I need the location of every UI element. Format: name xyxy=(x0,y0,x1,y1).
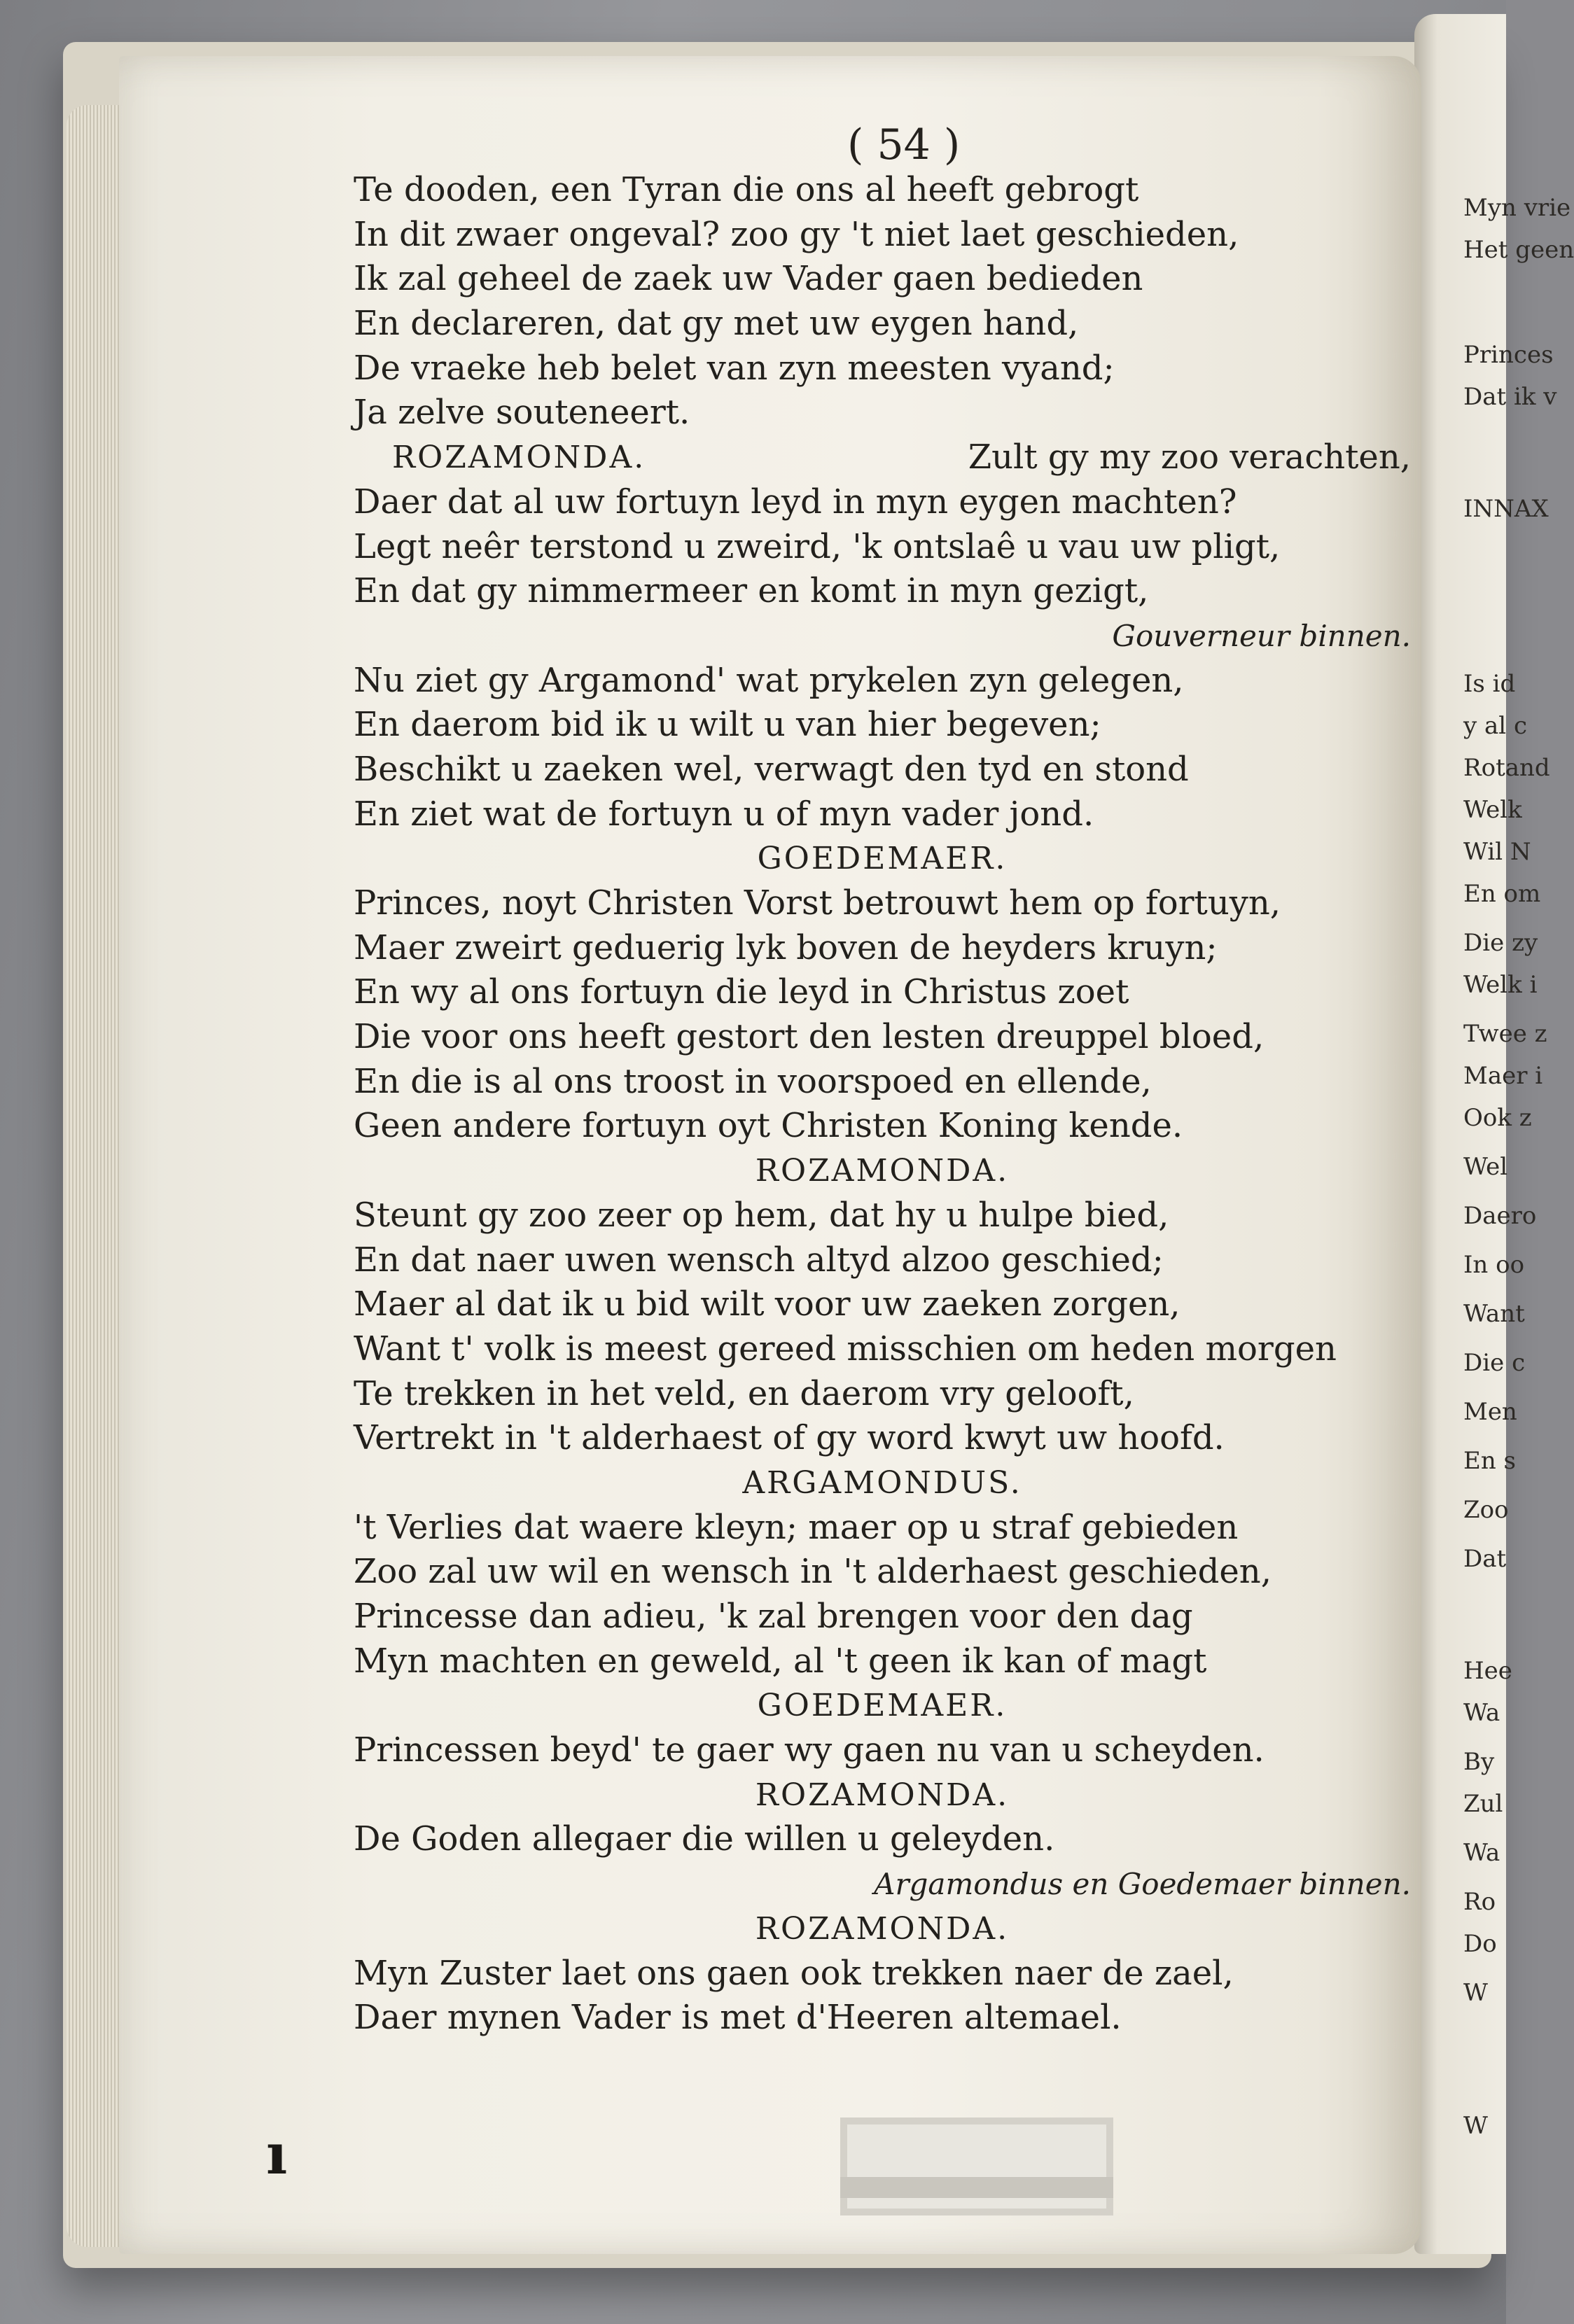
verse-line: En daerom bid ik u wilt u van hier begeven; xyxy=(354,705,1101,745)
facing-page-fragment: Maer i xyxy=(1463,1062,1543,1090)
page-number: ( 54 ) xyxy=(847,120,961,169)
facing-page-fragment: Ook z xyxy=(1463,1104,1532,1132)
facing-page-fragment: By xyxy=(1463,1748,1495,1776)
stage-direction: Gouverneur binnen. xyxy=(1112,618,1411,653)
verse-line: Die voor ons heeft gestort den lesten dreuppel bloed, xyxy=(354,1017,1265,1057)
facing-page-fragment: Zoo xyxy=(1463,1496,1509,1524)
verse-line: De Goden allegaer die willen u geleyden. xyxy=(354,1819,1055,1859)
facing-page-fragment: Wa xyxy=(1463,1699,1500,1727)
facing-page-fragment: Het geen xyxy=(1463,236,1574,264)
facing-page-fragment: Do xyxy=(1463,1930,1497,1958)
speaker-heading: GOEDEMAER. xyxy=(757,1688,1008,1724)
verse-line: Geen andere fortuyn oyt Christen Koning kende. xyxy=(354,1106,1183,1146)
speaker-heading: GOEDEMAER. xyxy=(757,841,1008,877)
verse-line: Ja zelve souteneert. xyxy=(354,393,690,433)
facing-page-fragment: Daero xyxy=(1463,1202,1537,1230)
facing-page-fragment: Dat xyxy=(1463,1545,1507,1573)
stage-direction: Argamondus en Goedemaer binnen. xyxy=(874,1867,1411,1902)
facing-page-fragment: Wil N xyxy=(1463,838,1531,866)
paper-tab-shadow xyxy=(840,2177,1113,2198)
facing-page-fragment: Is id xyxy=(1463,670,1516,698)
facing-page-fragment: Zul xyxy=(1463,1790,1503,1818)
facing-page-fragment: Twee z xyxy=(1463,1020,1547,1048)
printer-signature-mark: ı xyxy=(266,2121,288,2187)
verse-line: Legt neêr terstond u zweird, 'k ontslaê u vau uw pligt, xyxy=(354,526,1281,566)
facing-page xyxy=(1414,14,1574,2254)
verse-line: En wy al ons fortuyn die leyd in Christus zoet xyxy=(354,972,1129,1012)
verse-line: Beschikt u zaeken wel, verwagt den tyd en stond xyxy=(354,749,1189,789)
facing-page-fragment: Welk i xyxy=(1463,971,1538,999)
verse-line: Steunt gy zoo zeer op hem, dat hy u hulpe bied, xyxy=(354,1195,1169,1235)
speaker-heading: ROZAMONDA. xyxy=(755,1153,1010,1189)
verse-line: In dit zwaer ongeval? zoo gy 't niet laet geschieden, xyxy=(354,214,1239,254)
verse-line: Princes, noyt Christen Vorst betrouwt hem op fortuyn, xyxy=(354,883,1281,923)
facing-page-fragment: INNAX xyxy=(1463,495,1549,523)
verse-line: Te dooden, een Tyran die ons al heeft gebrogt xyxy=(354,170,1139,209)
verse-text-block xyxy=(354,168,1411,2040)
verse-line: Princessen beyd' te gaer wy gaen nu van u scheyden. xyxy=(354,1730,1265,1770)
speaker-heading: ROZAMONDA. xyxy=(755,1777,1010,1813)
verse-line: En ziet wat de fortuyn u of myn vader jond. xyxy=(354,794,1094,834)
facing-page-fragment: W xyxy=(1463,1979,1488,2007)
facing-page-fragment: Die c xyxy=(1463,1349,1526,1377)
facing-page-fragment: Dat ik v xyxy=(1463,383,1557,411)
verse-line: Myn machten en geweld, al 't geen ik kan of magt xyxy=(354,1641,1207,1681)
facing-page-fragment: Wa xyxy=(1463,1839,1500,1867)
facing-page-fragment: In oo xyxy=(1463,1251,1525,1279)
verse-line: Maer al dat ik u bid wilt voor uw zaeken zorgen, xyxy=(354,1284,1180,1324)
facing-page-fragment: Men xyxy=(1463,1398,1517,1426)
facing-page-fragment: y al c xyxy=(1463,712,1528,740)
facing-page-fragment: Want xyxy=(1463,1300,1525,1328)
verse-line: En die is al ons troost in voorspoed en ellende, xyxy=(354,1061,1152,1101)
verse-line: En dat gy nimmermeer en komt in myn gezigt, xyxy=(354,571,1149,611)
verse-line: Vertrekt in 't alderhaest of gy word kwyt uw hoofd. xyxy=(354,1418,1225,1458)
speaker-name: ROZAMONDA. xyxy=(392,440,646,476)
verse-line: 't Verlies dat waere kleyn; maer op u straf gebieden xyxy=(354,1507,1239,1547)
speaker-heading: ARGAMONDUS. xyxy=(742,1464,1022,1501)
speaker-heading: ROZAMONDA. xyxy=(755,1910,1010,1947)
verse-line: Zoo zal uw wil en wensch in 't alderhaest geschieden, xyxy=(354,1552,1272,1592)
verse-line: Te trekken in het veld, en daerom vry gelooft, xyxy=(354,1373,1134,1413)
facing-page-fragment: Hee xyxy=(1463,1657,1512,1685)
verse-line: Myn Zuster laet ons gaen ook trekken naer de zael, xyxy=(354,1953,1234,1993)
verse-line-with-speaker xyxy=(354,435,1411,480)
facing-page-fragment: W xyxy=(1463,2112,1488,2140)
verse-line: Maer zweirt geduerig lyk boven de heyders kruyn; xyxy=(354,927,1218,967)
facing-page-fragment: En s xyxy=(1463,1447,1516,1475)
verse-line: En declareren, dat gy met uw eygen hand, xyxy=(354,304,1079,344)
verse-line: En dat naer uwen wensch altyd alzoo geschied; xyxy=(354,1240,1164,1280)
verse-line: Daer dat al uw fortuyn leyd in myn eygen machten? xyxy=(354,482,1237,522)
facing-page-fragment: Rotand xyxy=(1463,754,1550,782)
facing-page-fragment: Welk xyxy=(1463,796,1522,824)
paper-tab xyxy=(840,2118,1113,2216)
facing-page-fragment: Wel xyxy=(1463,1153,1508,1181)
facing-page-fragment: Princes xyxy=(1463,341,1554,369)
facing-page-fragment: Ro xyxy=(1463,1888,1496,1916)
verse-text: Zult gy my zoo verachten, xyxy=(968,438,1411,477)
verse-line: Princesse dan adieu, 'k zal brengen voor den dag xyxy=(354,1597,1193,1636)
facing-page-fragment: En om xyxy=(1463,880,1541,908)
verse-line: Nu ziet gy Argamond' wat prykelen zyn gelegen, xyxy=(354,660,1184,700)
facing-page-fragment: Die zy xyxy=(1463,929,1538,957)
facing-page-fragment: Myn vrie xyxy=(1463,194,1571,222)
verse-line: De vraeke heb belet van zyn meesten vyand; xyxy=(354,348,1115,388)
verse-line: Ik zal geheel de zaek uw Vader gaen bedieden xyxy=(354,259,1143,299)
verse-line: Want t' volk is meest gereed misschien om heden morgen xyxy=(354,1329,1337,1368)
verse-line: Daer mynen Vader is met d'Heeren altemael. xyxy=(354,1998,1122,2038)
